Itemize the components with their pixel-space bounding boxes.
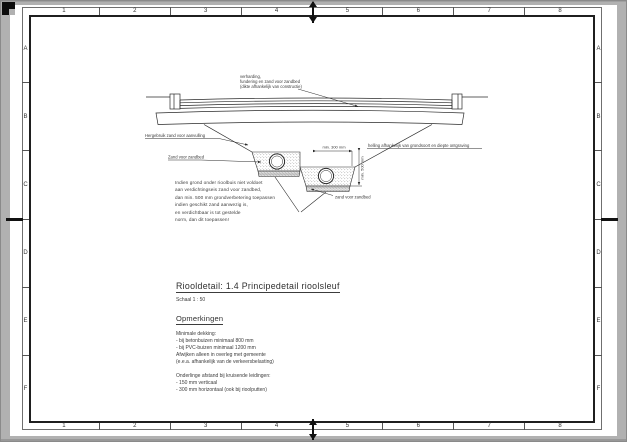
grid-col-label: 1 (29, 7, 100, 15)
note-line: Minimale dekking: (176, 331, 217, 337)
grid-col-label: 4 (242, 423, 313, 430)
curb-left (170, 94, 180, 109)
grid-row-label: E (595, 288, 602, 356)
pavement-layers (180, 98, 452, 108)
grid-row-label: F (23, 386, 28, 393)
condition-note-line: Indien grond onder rioolbuis niet voldoet (175, 180, 263, 185)
top-note-line3: (dikte afhankelijk van constructie) (240, 84, 302, 89)
center-mark-right (601, 218, 618, 221)
note-line: Onderlinge afstand bij kruisende leidingen: (176, 373, 271, 379)
corner-crop-notch (9, 9, 15, 15)
top-note-line2: fundering en zand voor zandbed (240, 79, 301, 84)
center-mark-bottom-arrow-icon (309, 434, 317, 440)
dim-depth-label: min. 500 mm (359, 156, 365, 180)
top-note-line1: verharding, (240, 74, 261, 79)
grid-col-label: 6 (383, 423, 454, 430)
grid-row-label: B (595, 83, 602, 151)
grid-col-label: 6 (383, 7, 454, 15)
condition-note-line: dan min. 500 mm grondverbetering toepassen (175, 194, 276, 200)
grid-band-left (22, 15, 29, 423)
grid-col-label: 5 (313, 423, 384, 430)
grid-row-label: E (22, 288, 29, 356)
grid-row-label: C (595, 151, 602, 219)
note-line: (e.e.a. afhankelijk van de verkeersbelasting) (176, 359, 274, 365)
trench-right-improvement-layer (306, 186, 350, 192)
trench-left-improvement-layer (258, 171, 300, 177)
grid-row-label: D (595, 220, 602, 288)
note-line: - 150 mm verticaal (176, 380, 218, 386)
label-reuse-sand: Hergebruik zand voor aanvulling (145, 133, 206, 138)
grid-col-label: 1 (29, 423, 100, 430)
condition-note-line: aan verdichtingseis zand voor zandbed, (175, 187, 262, 193)
dim-width-label: min. 300 mm (322, 144, 346, 150)
leader-label-reuse (219, 139, 248, 146)
grid-col-label: 2 (100, 7, 171, 15)
grid-row-label: A (22, 15, 29, 83)
sewer-pipe-right (318, 168, 333, 183)
grid-col-label: 7 (454, 7, 525, 15)
condition-note-line: norm, dan dit toepassen! (175, 217, 229, 223)
grid-col-label: 3 (171, 7, 242, 15)
grid-col-label: 7 (454, 423, 525, 430)
grid-col-label: 3 (171, 423, 242, 430)
note-line: - bij PVC-buizen minimaal 1200 mm (176, 345, 256, 351)
notes-heading: Opmerkingen (176, 314, 224, 323)
grid-col-label: 8 (558, 423, 562, 429)
corner-crop-mark (2, 2, 15, 15)
note-line: Afwijken alleen in overleg met gemeente (176, 352, 266, 358)
grid-row-label: B (22, 83, 29, 151)
grid-col-label: 4 (242, 7, 313, 15)
sewer-pipe-left (269, 154, 284, 169)
note-line: - 300 mm horizontaal (ook bij rioolputten) (176, 387, 267, 393)
drawing-title: Riooldetail: 1.4 Principedetail rioolsleuf (176, 281, 340, 291)
condition-note-line: indien geschikt zand aanwezig is, (175, 202, 248, 208)
notes-list (176, 331, 436, 366)
condition-note-line: en verdichtbaar is tot gestelde (175, 209, 241, 215)
curb-right (452, 94, 462, 109)
label-slope-note: helling afhankelijk van grondsoort en diepte ontgraving (368, 143, 470, 148)
grid-col-label: 5 (313, 7, 384, 15)
center-mark-bottom-arrow-icon (309, 419, 317, 425)
grid-row-label: C (22, 151, 29, 219)
center-mark-top-arrow-icon (309, 17, 317, 23)
note-line: - bij betonbuizen minimaal 800 mm (176, 338, 254, 344)
center-mark-left (6, 218, 23, 221)
label-sandbed-left: Zand voor zandbed (168, 154, 205, 160)
foundation-slab (156, 110, 464, 124)
center-mark-top-arrow-icon (309, 1, 317, 7)
grid-col-label: 8 (558, 8, 562, 14)
grid-row-label: A (595, 15, 602, 83)
grid-row-label: F (596, 386, 601, 393)
condition-note (175, 179, 293, 223)
grid-col-label: 2 (100, 423, 171, 430)
title-block (176, 276, 436, 394)
grid-row-label: D (22, 220, 29, 288)
leader-label-sandbed-left (201, 160, 261, 162)
drawing-scale: Schaal 1 : 50 (176, 297, 206, 303)
label-sandbed-right: zand voor zandbed (335, 194, 371, 200)
notes-list-2 (176, 373, 436, 394)
